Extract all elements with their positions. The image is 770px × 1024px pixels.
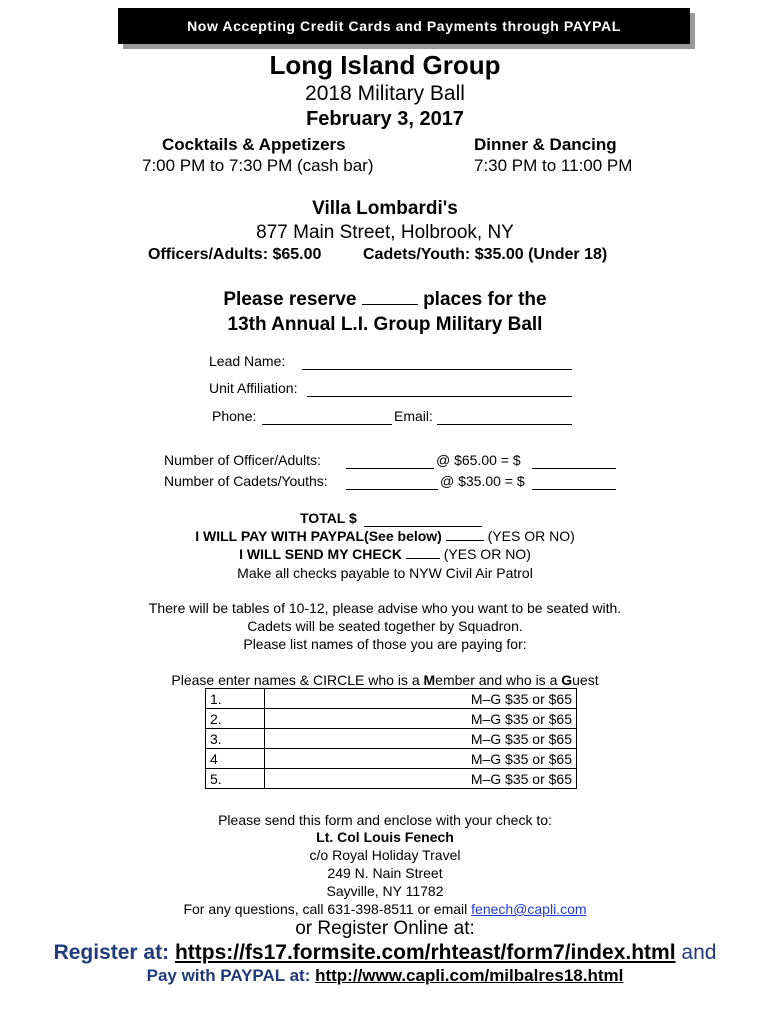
price-youth: Cadets/Youth: $35.00 (Under 18) — [363, 246, 608, 263]
table-row[interactable] — [206, 729, 577, 749]
names-intro-m: M — [423, 672, 436, 688]
names-intro-part3: uest — [572, 672, 599, 688]
table-row[interactable] — [206, 709, 577, 729]
names-intro-g: G — [561, 672, 573, 688]
paypal-choice-label: I WILL PAY WITH PAYPAL(See below) — [195, 528, 442, 544]
table-row[interactable] — [206, 749, 577, 769]
paypal-choice-field[interactable] — [446, 540, 484, 541]
questions-text: For any questions, call 631-398-8511 or email — [183, 901, 472, 917]
event-date: February 3, 2017 — [306, 108, 464, 130]
reserve-post: places for the — [423, 289, 547, 310]
email-label: Email: — [394, 408, 433, 424]
paypal-link[interactable]: http://www.capli.com/milbalres18.html — [315, 966, 624, 985]
mail-line1: c/o Royal Holiday Travel — [309, 847, 461, 863]
mail-name: Lt. Col Louis Fenech — [316, 829, 454, 845]
officers-label: Number of Officer/Adults: — [164, 452, 321, 468]
officers-count-field[interactable] — [346, 454, 434, 469]
row-number: 2. — [206, 709, 265, 729]
names-intro — [0, 672, 770, 688]
total-field[interactable] — [364, 512, 482, 527]
table-row[interactable] — [206, 769, 577, 789]
table-row[interactable] — [206, 689, 577, 709]
questions-line — [0, 901, 770, 917]
check-choice-field[interactable] — [406, 558, 440, 559]
register-and: and — [681, 941, 717, 964]
reserve-line1 — [0, 289, 770, 311]
lead-name-field[interactable] — [302, 355, 572, 370]
dinner-time: 7:30 PM to 11:00 PM — [474, 156, 633, 175]
reserve-count-field[interactable] — [362, 304, 418, 305]
row-option: M–G $35 or $65 — [264, 729, 576, 749]
reserve-pre: Please reserve — [223, 289, 357, 310]
register-link[interactable]: https://fs17.formsite.com/rhteast/form7/index.html — [174, 941, 676, 964]
row-number: 1. — [206, 689, 265, 709]
cadets-count-field[interactable] — [346, 475, 438, 490]
cocktails-time: 7:00 PM to 7:30 PM (cash bar) — [142, 156, 374, 175]
cadets-label: Number of Cadets/Youths: — [164, 473, 328, 489]
venue-address: 877 Main Street, Holbrook, NY — [256, 222, 514, 243]
mail-line2: 249 N. Nain Street — [327, 865, 443, 881]
officers-amount-field[interactable] — [532, 454, 616, 469]
price-adults: Officers/Adults: $65.00 — [148, 246, 322, 263]
paypal-label: Pay with PAYPAL at: — [146, 966, 311, 985]
row-number: 5. — [206, 769, 265, 789]
seating-line3: Please list names of those you are paying for: — [243, 636, 527, 652]
email-field[interactable] — [437, 410, 572, 425]
officers-calc: @ $65.00 = $ — [436, 452, 521, 468]
phone-field[interactable] — [262, 410, 392, 425]
lead-name-label: Lead Name: — [209, 353, 286, 369]
online-title: or Register Online at: — [295, 918, 475, 939]
cadets-calc: @ $35.00 = $ — [440, 473, 525, 489]
check-choice-options: (YES OR NO) — [443, 546, 531, 562]
row-option: M–G $35 or $65 — [264, 689, 576, 709]
paypal-choice — [0, 528, 770, 544]
mail-intro: Please send this form and enclose with your check to: — [218, 812, 552, 828]
mail-line3: Sayville, NY 11782 — [326, 883, 444, 899]
payable-note: Make all checks payable to NYW Civil Air Patrol — [237, 565, 533, 581]
register-line — [0, 941, 770, 965]
paypal-choice-options: (YES OR NO) — [487, 528, 575, 544]
seating-line2: Cadets will be seated together by Squadron. — [247, 618, 523, 634]
names-table — [205, 688, 577, 789]
email-link[interactable]: fenech@capli.com — [471, 901, 587, 917]
row-number: 3. — [206, 729, 265, 749]
row-option: M–G $35 or $65 — [264, 709, 576, 729]
phone-label: Phone: — [212, 408, 257, 424]
dinner-title: Dinner & Dancing — [474, 135, 617, 154]
row-option: M–G $35 or $65 — [264, 769, 576, 789]
event-title: 2018 Military Ball — [305, 82, 465, 105]
row-option: M–G $35 or $65 — [264, 749, 576, 769]
register-label: Register at: — [53, 941, 170, 964]
check-choice-label: I WILL SEND MY CHECK — [239, 546, 402, 562]
cocktails-title: Cocktails & Appetizers — [162, 135, 346, 154]
paypal-line — [0, 966, 770, 986]
row-number: 4 — [206, 749, 265, 769]
seating-line1: There will be tables of 10-12, please advise who you want to be seated with. — [148, 600, 622, 616]
org-title: Long Island Group — [269, 50, 501, 80]
names-intro-part2: ember and who is a — [435, 672, 562, 688]
unit-field[interactable] — [307, 382, 572, 397]
check-choice — [0, 546, 770, 562]
unit-label: Unit Affiliation: — [209, 380, 298, 396]
paypal-banner: Now Accepting Credit Cards and Payments through PAYPAL — [118, 8, 690, 44]
names-intro-part1: Please enter names & CIRCLE who is a — [171, 672, 424, 688]
reserve-line2: 13th Annual L.I. Group Military Ball — [227, 314, 543, 335]
cadets-amount-field[interactable] — [532, 475, 616, 490]
total-label: TOTAL $ — [300, 510, 357, 526]
venue-name: Villa Lombardi's — [312, 198, 458, 219]
